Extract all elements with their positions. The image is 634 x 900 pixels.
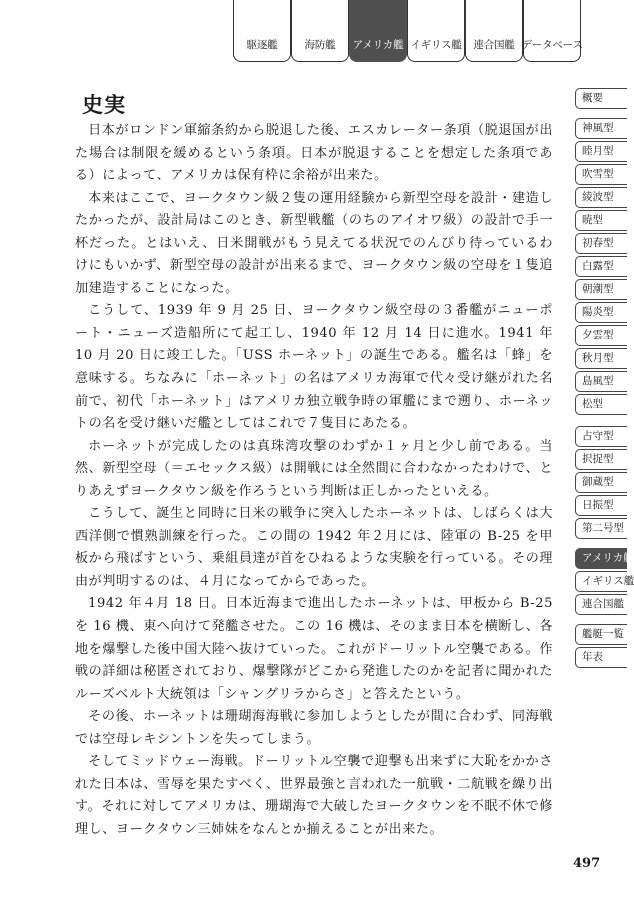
tab-database[interactable]: データベース <box>523 0 581 62</box>
side-tab-kagero[interactable]: 陽炎型 <box>575 302 627 323</box>
side-tab-shiratsuyu[interactable]: 白露型 <box>575 256 627 277</box>
paragraph: こうして、1939 年 9 月 25 日、ヨークタウン級空母の３番艦がニューポート・ニューズ造船所にて起工し、1940 年 12 月 14 日に進水。1941 年 10 月 20 日に竣工した。「USS ホーネット」の誕生である。艦名は「蜂」を意味する。ちなみに「ホーネット」の名はアメリカ海軍で代々受け継がれた名前で、初代「ホーネット」はアメリカ独立戦争時の軍艦にまで遡り、ホーネットの名を受け継いだ艦としてはこれで７隻目にあたる。 <box>75 303 553 432</box>
side-tab-hatsuharu[interactable]: 初春型 <box>575 233 627 254</box>
side-tab-asashio[interactable]: 朝潮型 <box>575 279 627 300</box>
side-tab-ayanami[interactable]: 綾波型 <box>575 187 627 208</box>
side-tab-kamikaze[interactable]: 神風型 <box>575 118 627 139</box>
side-tab-etorofu[interactable]: 択捉型 <box>575 449 627 470</box>
side-tab-no2[interactable]: 第二号型 <box>575 518 627 539</box>
section-title: 史実 <box>82 93 126 117</box>
side-tab-akizuki[interactable]: 秋月型 <box>575 348 627 369</box>
paragraph: こうして、誕生と同時に日米の戦争に突入したホーネットは、しばらくは大西洋側で慣熟訓練を行った。この間の 1942 年２月には、陸軍の B-25 を甲板から飛ばすという、乗組員達が首をひねるような実験を行っている。その理由が判明するのは、４月になってからであった。 <box>75 506 553 589</box>
tab-british-ships[interactable]: イギリス艦 <box>407 0 465 62</box>
side-tab-akatsuki[interactable]: 暁型 <box>575 210 627 231</box>
tab-allied-ships[interactable]: 連合国艦 <box>465 0 523 62</box>
side-tab-fubuki[interactable]: 吹雪型 <box>575 164 627 185</box>
side-tab-british-ships[interactable]: イギリス艦 <box>575 571 627 592</box>
side-tab-yugumo[interactable]: 夕雲型 <box>575 325 627 346</box>
paragraph: そしてミッドウェー海戦。ドーリットル空襲で迎撃も出来ずに大恥をかかされた日本は、雪辱を果たすべく、世界最強と言われた一航戦・二航戦を繰り出す。それに対してアメリカは、珊瑚海で大破したヨークタウンを不眠不休で修理し、ヨークタウン三姉妹をなんとか揃えることが出来た。 <box>75 754 553 837</box>
side-tab-matsu[interactable]: 松型 <box>575 394 627 415</box>
page-number: 497 <box>573 856 601 871</box>
category-tab-bar <box>233 0 581 62</box>
side-tab-shimushu[interactable]: 占守型 <box>575 426 627 447</box>
tab-escort-ships[interactable]: 海防艦 <box>291 0 349 62</box>
tab-american-ships[interactable]: アメリカ艦 <box>349 0 407 62</box>
paragraph: その後、ホーネットは珊瑚海海戦に参加しようとしたが間に合わず、同海戦では空母レキシントンを失ってしまう。 <box>75 709 553 747</box>
tab-destroyers[interactable]: 駆逐艦 <box>233 0 291 62</box>
side-tab-timeline[interactable]: 年表 <box>575 647 627 668</box>
paragraph: 本来はここで、ヨークタウン級２隻の運用経験から新型空母を設計・建造したかったが、設計局はこのとき、新型戦艦（のちのアイオワ級）の設計で手一杯だった。とはいえ、日米開戦がもう見えてる状況でのんびり待っているわけにもいかず、新型空母の設計が出来るまで、ヨークタウン級の空母を１隻追加建造することになった。 <box>75 190 553 296</box>
side-tab-overview[interactable]: 概要 <box>575 88 627 109</box>
side-tab-mutsuki[interactable]: 睦月型 <box>575 141 627 162</box>
side-tab-ship-list[interactable]: 艦艇一覧 <box>575 624 627 645</box>
paragraph: ホーネットが完成したのは真珠湾攻撃のわずか１ヶ月と少し前である。当然、新型空母（＝エセックス級）は開戦には全然間に合わなかったわけで、とりあえずヨークタウン級を作ろうという判断は正しかったといえる。 <box>75 438 553 499</box>
side-tab-shimakaze[interactable]: 島風型 <box>575 371 627 392</box>
side-tab-american-ships[interactable]: アメリカ艦 <box>575 548 627 569</box>
side-tab-hiburi[interactable]: 日振型 <box>575 495 627 516</box>
side-tab-mikura[interactable]: 御蔵型 <box>575 472 627 493</box>
paragraph: 1942 年４月 18 日。日本近海まで進出したホーネットは、甲板から B-25 を 16 機、東へ向けて発艦させた。この 16 機は、そのまま日本を横断し、各地を爆撃した後中国大陸へ抜けていった。これがドーリットル空襲である。作戦の詳細は秘匿されており、爆撃隊がどこから発進したのかを記者に聞かれたルーズベルト大統領は「シャングリラからさ」と答えたという。 <box>75 596 553 702</box>
side-tab-allied-ships[interactable]: 連合国艦 <box>575 594 627 615</box>
paragraph: 日本がロンドン軍縮条約から脱退した後、エスカレーター条項（脱退国が出た場合は制限を緩めるという条項。日本が脱退することを想定した条項である）によって、アメリカは保有枠に余裕が出来た。 <box>75 123 553 184</box>
history-body <box>75 120 553 842</box>
